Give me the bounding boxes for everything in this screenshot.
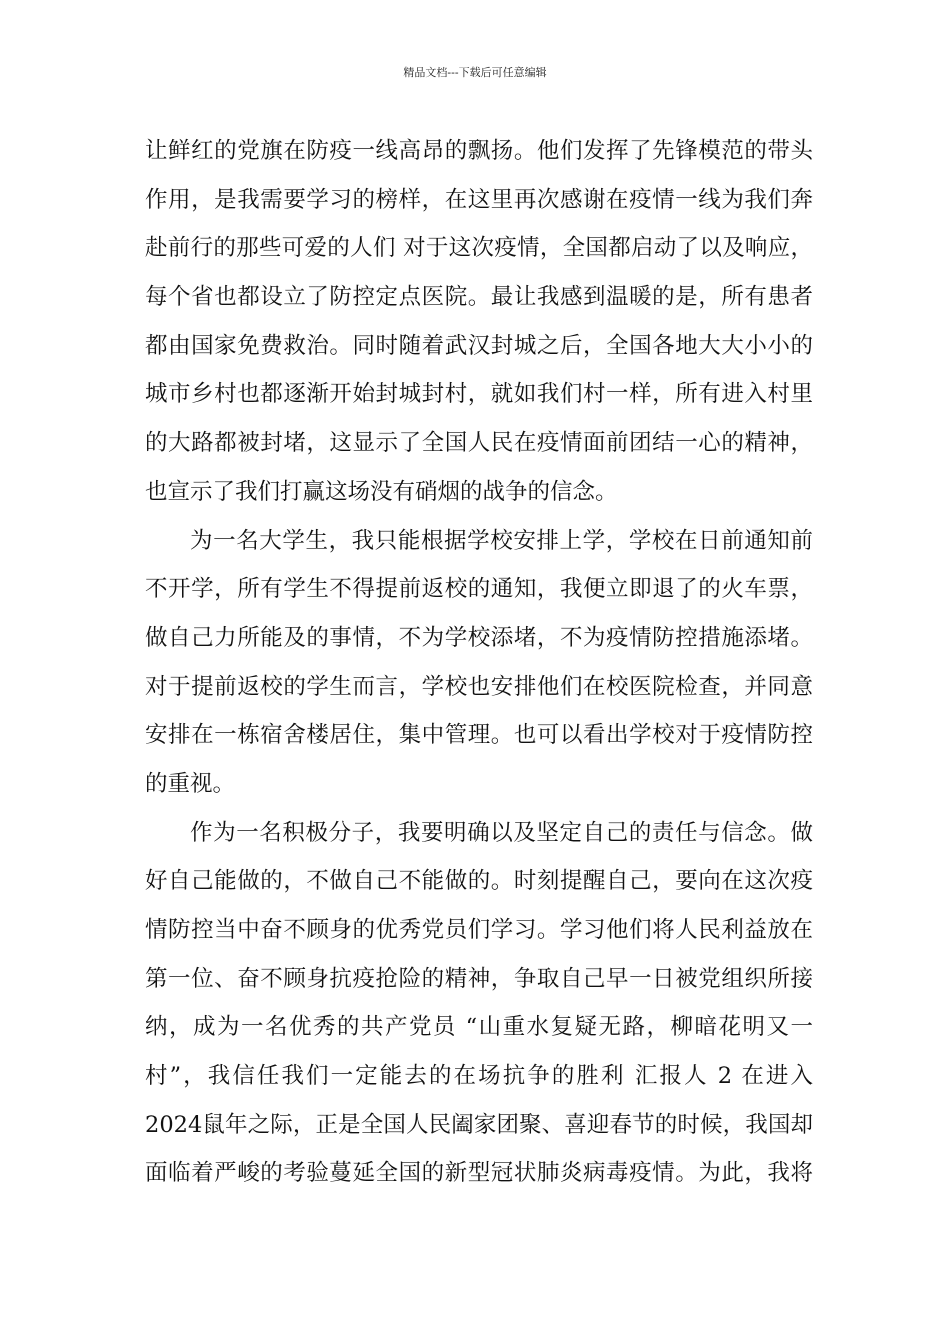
text-line: 赴前行的那些可爱的人们 对于这次疫情，全国都启动了以及响应， bbox=[145, 235, 813, 262]
text-line: 也宣示了我们打赢这场没有硝烟的战争的信念。 bbox=[145, 478, 618, 505]
text-line: 做自己力所能及的事情，不为学校添堵，不为疫情防控措施添堵。 bbox=[145, 624, 813, 651]
text-line: 面临着严峻的考验蔓延全国的新型冠状肺炎病毒疫情。为此，我将 bbox=[145, 1160, 813, 1187]
text-line: 让鲜红的党旗在防疫一线高昂的飘扬。他们发挥了先锋模范的带头 bbox=[145, 138, 813, 164]
text-line: 安排在一栋宿舍楼居住，集中管理。也可以看出学校对于疫情防控 bbox=[145, 722, 813, 749]
text-line: 为一名大学生，我只能根据学校安排上学，学校在日前通知前 bbox=[190, 527, 813, 554]
document-body bbox=[145, 127, 813, 1198]
text-line: 纳，成为一名优秀的共产党员 “山重水复疑无路，柳暗花明又一 bbox=[145, 1014, 813, 1041]
text-line: 作用，是我需要学习的榜样，在这里再次感谢在疫情一线为我们奔 bbox=[145, 186, 813, 213]
text-line: 作为一名积极分子，我要明确以及坚定自己的责任与信念。做 bbox=[190, 819, 813, 846]
text-line: 城市乡村也都逐渐开始封城封村，就如我们村一样，所有进入村里 bbox=[145, 381, 813, 408]
text-line: 村”，我信任我们一定能去的在场抗争的胜利 汇报人 2 在进入 bbox=[145, 1063, 813, 1090]
text-line: 情防控当中奋不顾身的优秀党员们学习。学习他们将人民利益放在 bbox=[145, 917, 813, 943]
text-line: 好自己能做的，不做自己不能做的。时刻提醒自己，要向在这次疫 bbox=[145, 868, 813, 895]
text-line: 对于提前返校的学生而言，学校也安排他们在校医院检查，并同意 bbox=[145, 673, 813, 700]
text-line: 第一位、奋不顾身抗疫抢险的精神，争取自己早一日被党组织所接 bbox=[145, 965, 813, 992]
page-header: 精品文档---下载后可任意编辑 bbox=[403, 66, 547, 79]
text-line: 2024鼠年之际，正是全国人民阖家团聚、喜迎春节的时候，我国却 bbox=[145, 1111, 813, 1138]
text-line: 每个省也都设立了防控定点医院。最让我感到温暖的是，所有患者 bbox=[145, 284, 813, 311]
text-line: 的重视。 bbox=[145, 770, 236, 797]
text-line: 的大路都被封堵，这显示了全国人民在疫情面前团结一心的精神， bbox=[145, 430, 813, 457]
text-line: 不开学，所有学生不得提前返校的通知，我便立即退了的火车票， bbox=[145, 576, 813, 603]
text-line: 都由国家免费救治。同时随着武汉封城之后，全国各地大大小小的 bbox=[145, 332, 813, 359]
